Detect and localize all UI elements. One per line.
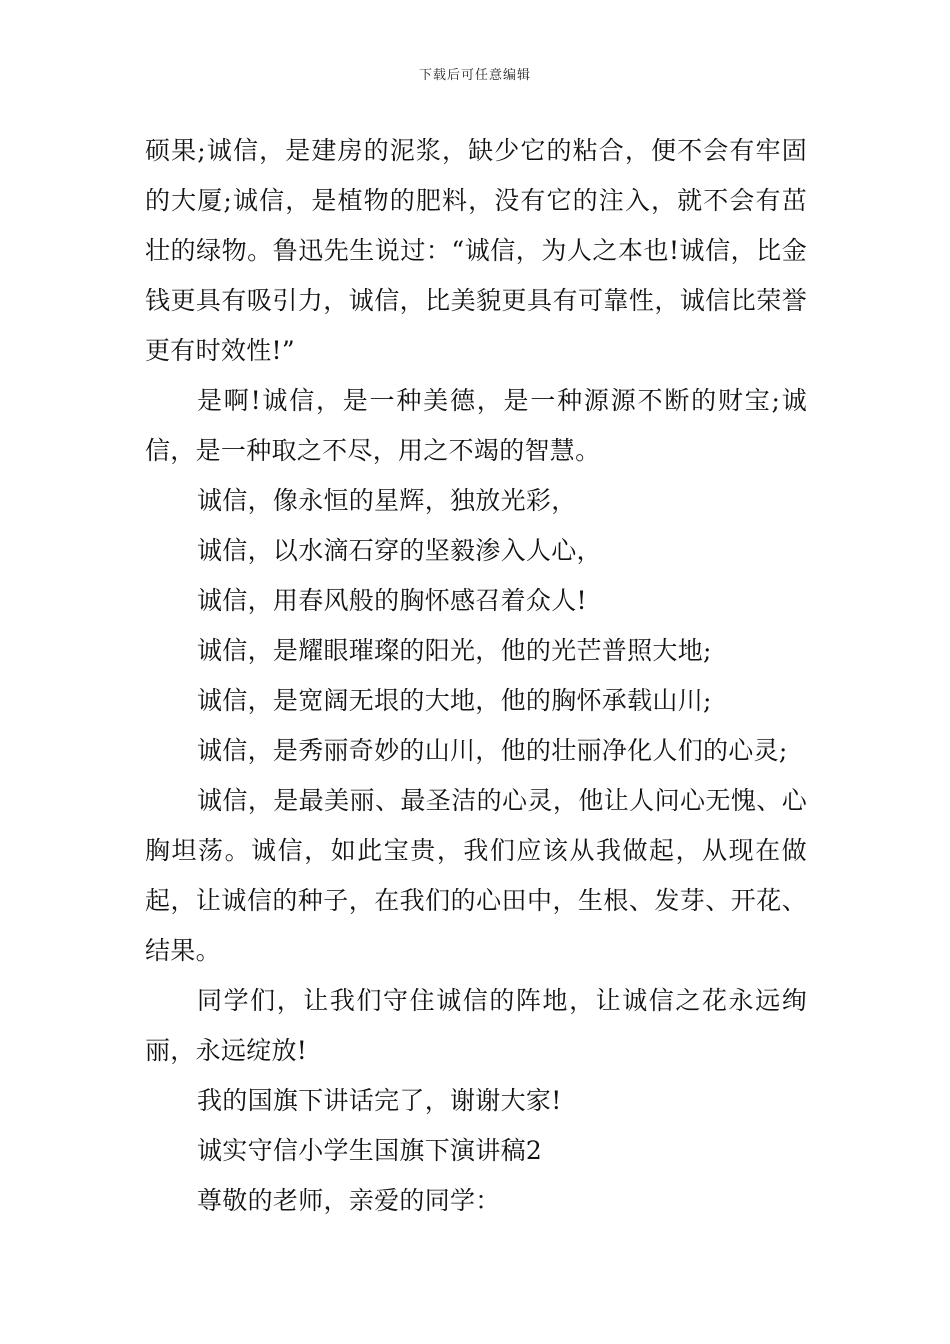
section-heading: 诚实守信小学生国旗下演讲稿2: [197, 1136, 543, 1165]
paragraph-9: 诚信，是最美丽、最圣洁的心灵，他让人问心无愧、心胸坦荡。诚信，如此宝贵，我们应该从我做起，从现在做起，让诚信的种子，在我们的心田中，生根、发芽、开花、结果。: [145, 786, 807, 965]
paragraph-11: 我的国旗下讲话完了，谢谢大家!: [197, 1086, 562, 1115]
paragraph-7: 诚信，是宽阔无垠的大地，他的胸怀承载山川;: [197, 686, 712, 715]
salutation: 尊敬的老师，亲爱的同学：: [197, 1186, 501, 1215]
paragraph-1: 硕果;诚信，是建房的泥浆，缺少它的粘合，便不会有牢固的大厦;诚信，是植物的肥料，没有它的注入，就不会有茁壮的绿物。鲁迅先生说过：“诚信，为人之本也!诚信，比金钱更具有吸引力，诚信，比美貌更具有可靠性，诚信比荣誉更有时效性!”: [145, 136, 807, 365]
paragraph-3: 诚信，像永恒的星辉，独放光彩，: [197, 486, 577, 515]
paragraph-2: 是啊!诚信，是一种美德，是一种源源不断的财宝;诚信，是一种取之不尽，用之不竭的智慧。: [145, 386, 807, 465]
document-body: [145, 126, 807, 1226]
page-header: 下载后可任意编辑: [418, 68, 531, 83]
paragraph-5: 诚信，用春风般的胸怀感召着众人!: [197, 586, 587, 615]
paragraph-4: 诚信，以水滴石穿的坚毅渗入人心，: [197, 536, 602, 565]
paragraph-8: 诚信，是秀丽奇妙的山川，他的壮丽净化人们的心灵;: [197, 736, 788, 765]
paragraph-6: 诚信，是耀眼璀璨的阳光，他的光芒普照大地;: [197, 636, 712, 665]
paragraph-10: 同学们，让我们守住诚信的阵地，让诚信之花永远绚丽，永远绽放!: [145, 986, 807, 1065]
